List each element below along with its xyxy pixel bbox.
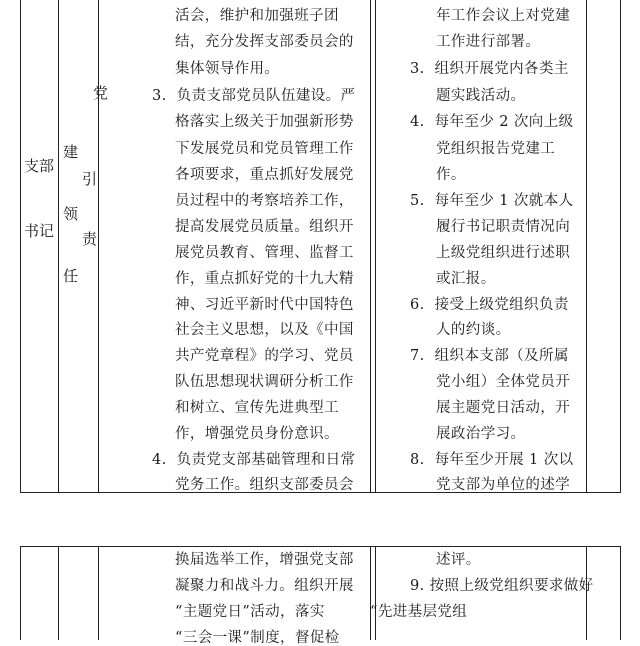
text-line: 结，充分发挥支部委员会的 xyxy=(175,34,354,50)
text-line: 集体领导作用。 xyxy=(175,61,280,77)
text-line: 党支部为单位的述学 xyxy=(436,477,571,493)
duty-label-char: 责 xyxy=(82,230,98,248)
text-line: 5. 每年至少 1 次就本人 xyxy=(410,193,574,209)
text-line: 队伍思想现状调研分析工作 xyxy=(175,374,354,390)
column-divider xyxy=(370,546,371,640)
column-divider xyxy=(58,546,59,640)
text-line: “主题党日”活动，落实 xyxy=(175,604,325,620)
table-border-right xyxy=(620,0,621,493)
text-line: 展党员教育、管理、监督工 xyxy=(175,245,354,261)
text-line: 9. 按照上级党组织要求做好 xyxy=(410,578,594,594)
text-line: 党务工作。组织支部委员会 xyxy=(175,477,354,493)
text-line: 或汇报。 xyxy=(436,271,496,287)
role-label-line: 支部 xyxy=(24,157,55,175)
text-line: 7. 组织本支部（及所属 xyxy=(410,348,569,364)
text-line: 3. 组织开展党内各类主 xyxy=(410,61,569,77)
duty-label-char: 任 xyxy=(63,267,79,285)
text-line: 4. 负责党支部基础管理和日常 xyxy=(152,452,356,468)
clipped-glyph: 党 xyxy=(93,84,109,102)
table-border-right xyxy=(620,546,621,640)
duty-label xyxy=(63,107,82,321)
role-label-line: 书记 xyxy=(24,222,55,240)
text-line: 员过程中的考察培养工作， xyxy=(175,193,354,209)
text-line: 下发展党员和党员管理工作 xyxy=(175,141,354,157)
text-line: 活会，维护和加强班子团 xyxy=(175,8,339,24)
duty-label-char: 建 xyxy=(63,143,79,161)
text-line: 党小组）全体党员开 xyxy=(436,374,571,390)
text-line: 展政治学习。 xyxy=(436,426,526,442)
column-divider xyxy=(375,0,376,493)
text-line: 神、习近平新时代中国特色 xyxy=(175,297,354,313)
role-label xyxy=(24,121,54,276)
text-line: 党组织报告党建工 xyxy=(436,141,556,157)
duty-label-secondary xyxy=(82,134,101,284)
duty-label-char: 领 xyxy=(63,205,79,223)
text-line: 各项要求，重点抓好发展党 xyxy=(175,167,354,183)
text-line: 述评。 xyxy=(436,552,481,568)
text-line: 共产党章程》的学习、党员 xyxy=(175,348,354,364)
text-line: 格落实上级关于加强新形势 xyxy=(175,114,354,130)
column-divider xyxy=(375,546,376,640)
text-line: 作，重点抓好党的十九大精 xyxy=(175,271,354,287)
text-line: 作，增强党员身份意识。 xyxy=(175,426,339,442)
text-line: 履行书记职责情况向 xyxy=(436,219,571,235)
column-divider xyxy=(586,0,587,493)
text-line: “先进基层党组 xyxy=(370,604,468,620)
text-line: 4. 每年至少 2 次向上级 xyxy=(410,114,574,130)
text-line: 人的约谈。 xyxy=(436,322,511,338)
table-border-top xyxy=(20,546,621,547)
text-line: 凝聚力和战斗力。组织开展 xyxy=(175,578,354,594)
text-line: 和树立、宣传先进典型工 xyxy=(175,400,339,416)
text-line: 换届选举工作，增强党支部 xyxy=(175,552,354,568)
table-border-left xyxy=(20,546,21,640)
duty-label-char: 引 xyxy=(82,170,98,188)
text-line: 作。 xyxy=(436,167,466,183)
text-line: 工作进行部署。 xyxy=(436,34,541,50)
table-border-left xyxy=(20,0,21,493)
text-line: 展主题党日活动，开 xyxy=(436,400,571,416)
text-line: 3. 负责支部党员队伍建设。严 xyxy=(152,88,356,104)
text-line: 提高发展党员质量。组织开 xyxy=(175,219,354,235)
text-line: 社会主义思想，以及《中国 xyxy=(175,322,354,338)
text-line: 题实践活动。 xyxy=(436,88,526,104)
text-line: 上级党组织进行述职 xyxy=(436,245,571,261)
text-line: 6. 接受上级党组织负责 xyxy=(410,297,569,313)
text-line: “三会一课”制度，督促检 xyxy=(175,630,340,646)
column-divider xyxy=(58,0,59,493)
clipped-glyph-box xyxy=(93,84,112,104)
text-line: 年工作会议上对党建 xyxy=(436,8,571,24)
column-divider xyxy=(98,546,99,640)
column-divider xyxy=(370,0,371,493)
text-line: 8. 每年至少开展 1 次以 xyxy=(410,452,574,468)
